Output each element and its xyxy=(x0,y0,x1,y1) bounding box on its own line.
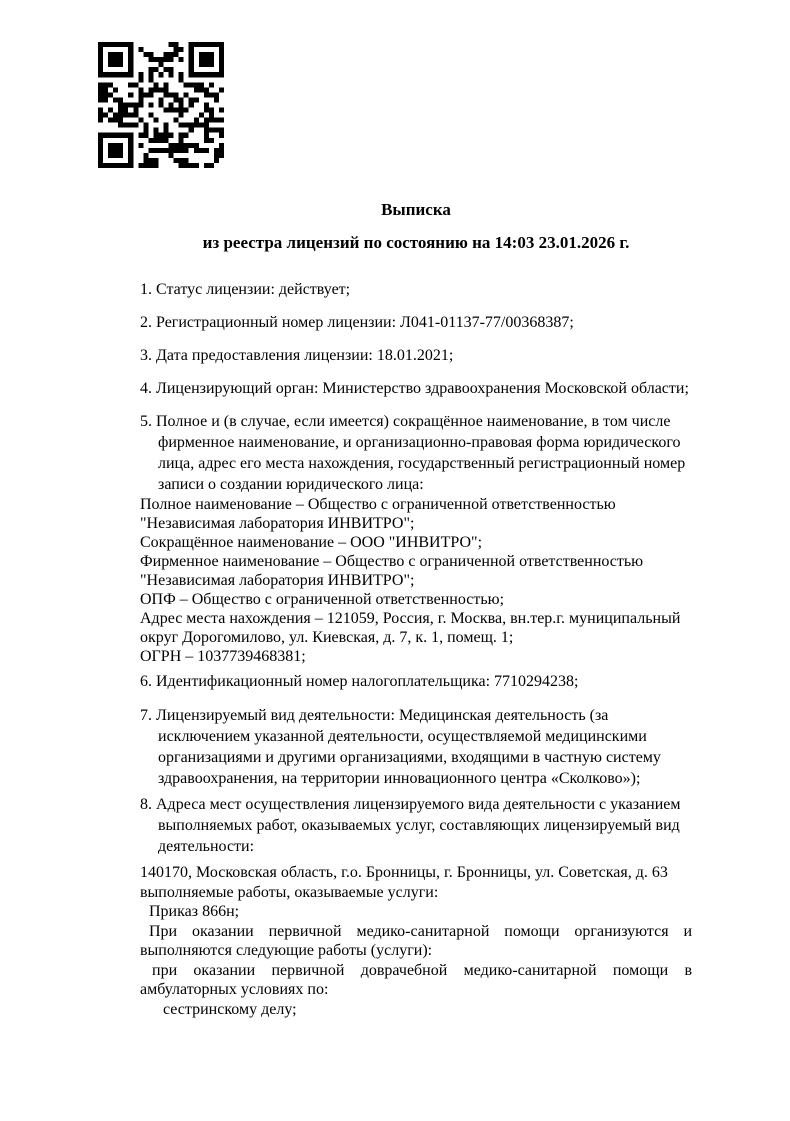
activity-addresses-paragraph: 8. Адреса мест осуществления лицензируемого вида деятельности с указанием выполняемых работ, оказываемых услуг, составляющих лицензируемый вид деятельности: xyxy=(140,796,681,855)
registration-number-line: 2. Регистрационный номер лицензии: Л041-01137-77/00368387; xyxy=(140,314,574,331)
pre-doctor-care-paragraph: при оказании первичной доврачебной медико-санитарной помощи в амбулаторных условиях по: xyxy=(140,961,692,998)
license-status-line: 1. Статус лицензии: действует; xyxy=(140,281,351,298)
activity-address-block xyxy=(140,863,692,1019)
entity-brand-name: Фирменное наименование – Общество с ограниченной ответственностью "Независимая лаборатория ИНВИТРО"; xyxy=(140,553,644,589)
document-title: Выписка xyxy=(381,200,451,219)
entity-details-block xyxy=(140,495,692,666)
entity-ogrn: ОГРН – 1037739468381; xyxy=(140,648,306,665)
document-subtitle: из реестра лицензий по состоянию на 14:03 23.01.2026 г. xyxy=(202,233,630,252)
primary-care-paragraph: При оказании первичной медико-санитарной помощи организуются и выполняются следующие работы (услуги): xyxy=(140,922,692,959)
entity-opf: ОПФ – Общество с ограниченной ответственностью; xyxy=(140,591,505,608)
licensing-authority-line: 4. Лицензирующий орган: Министерство здравоохранения Московской области; xyxy=(140,380,689,397)
nursing-line: сестринскому делу; xyxy=(163,1000,297,1018)
entity-full-name: Полное наименование – Общество с ограниченной ответственностью "Независимая лаборатория ИНВИТРО"; xyxy=(140,496,616,532)
entity-short-name: Сокращённое наименование – ООО "ИНВИТРО"; xyxy=(140,534,483,551)
entity-intro-paragraph: 5. Полное и (в случае, если имеется) сокращённое наименование, в том числе фирменное наименование, и организационно-правовая форма юридического лица, адрес его места нахождения, государственный регистрационный номер записи о создании юридического лица: xyxy=(140,413,686,493)
licensed-activity-paragraph: 7. Лицензируемый вид деятельности: Медицинская деятельность (за исключением указанной деятельности, осуществляемой медицинскими организациями и другими организациями, входящими в частную систему здравоохранения, на территории инновационного центра «Сколково»); xyxy=(140,707,661,787)
grant-date-line: 3. Дата предоставления лицензии: 18.01.2021; xyxy=(140,347,454,364)
activity-address-line: 140170, Московская область, г.о. Бронницы, г. Бронницы, ул. Советская, д. 63 xyxy=(140,864,668,881)
order-line: Приказ 866н; xyxy=(149,903,240,920)
entity-address: Адрес места нахождения – 121059, Россия, г. Москва, вн.тер.г. муниципальный округ Дорогомилово, ул. Киевская, д. 7, к. 1, помещ. 1; xyxy=(140,610,681,646)
inn-line: 6. Идентификационный номер налогоплательщика: 7710294238; xyxy=(140,673,579,690)
document-content xyxy=(140,0,692,1019)
works-header-line: выполняемые работы, оказываемые услуги: xyxy=(140,883,439,901)
